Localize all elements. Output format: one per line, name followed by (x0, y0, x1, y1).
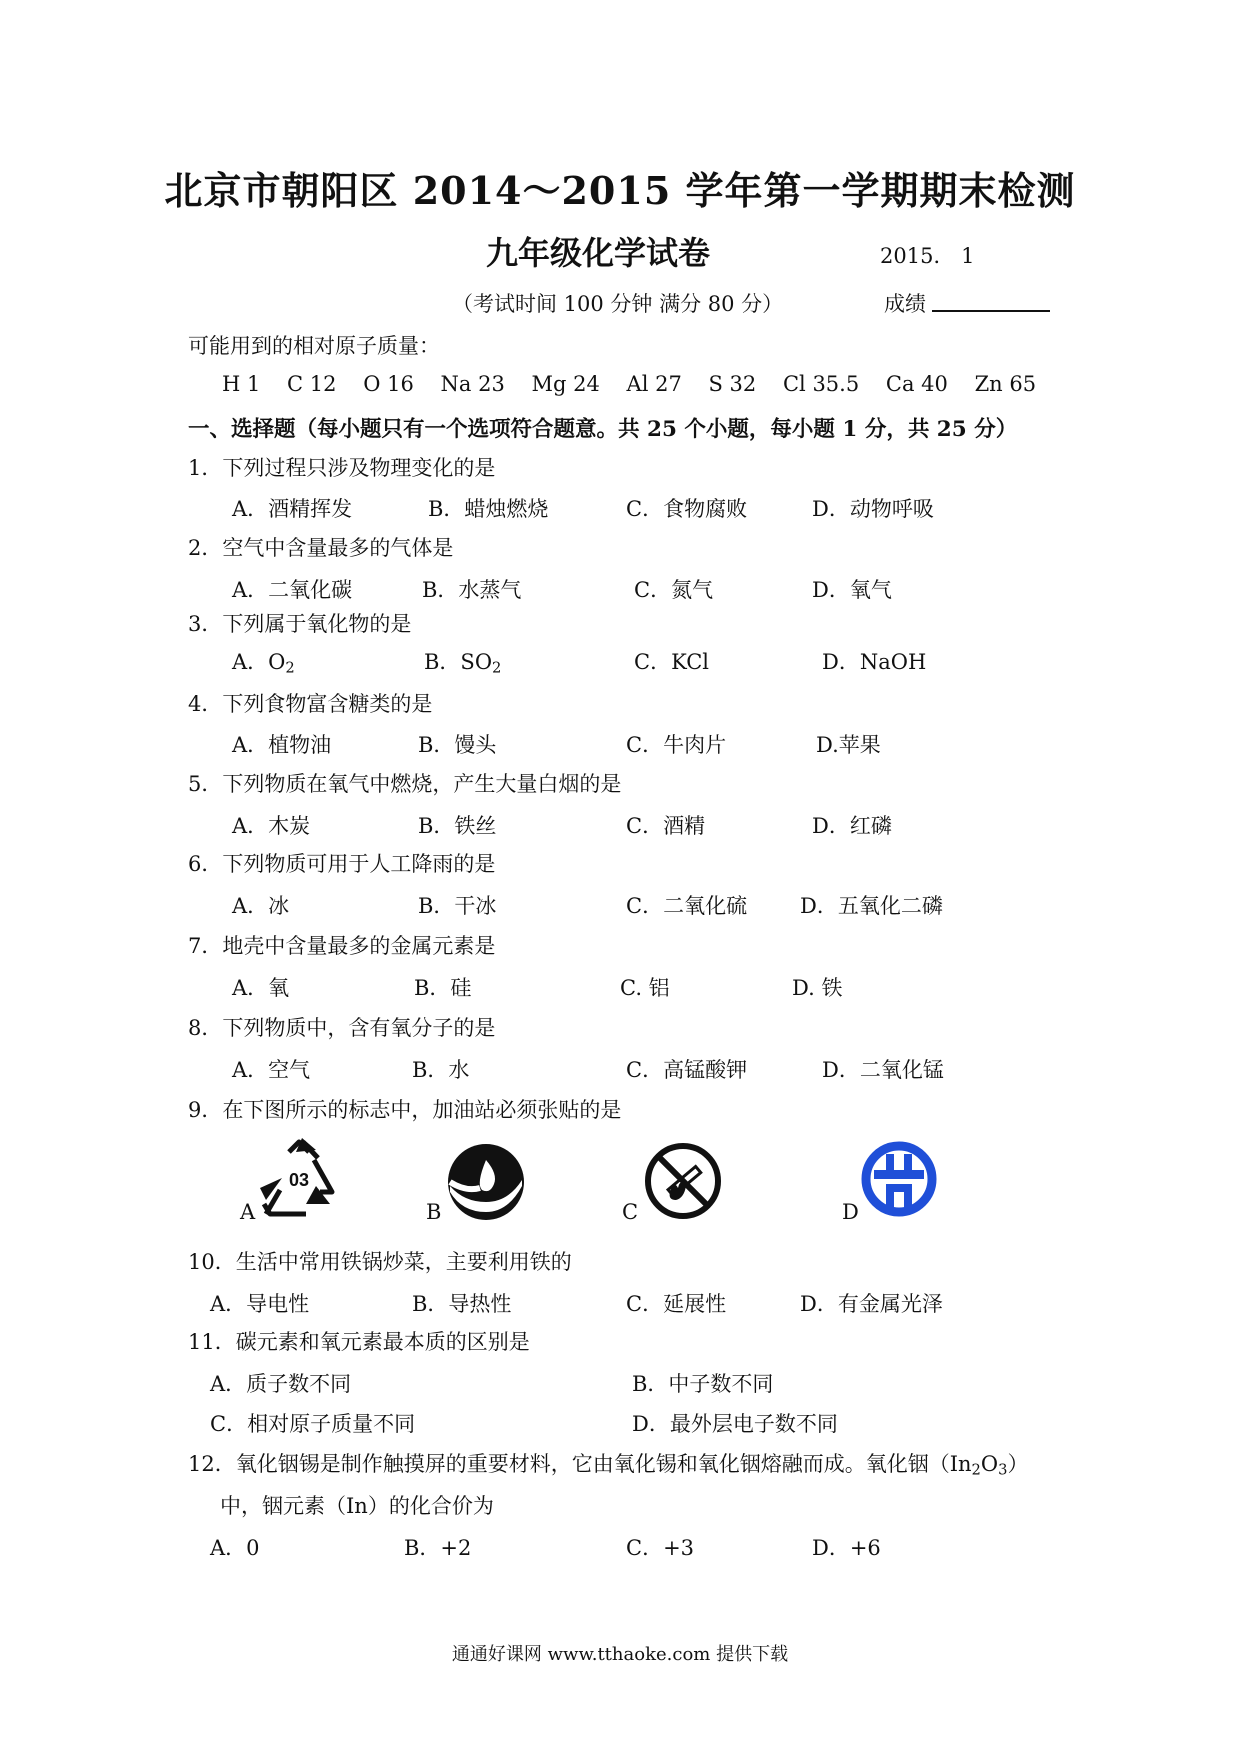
question-12-option-a: A．0 (210, 1536, 260, 1560)
question-2-option-c: C．氮气 (634, 578, 714, 602)
atomic-mass-label: 可能用到的相对原子质量： (188, 334, 440, 358)
question-4-option-a: A．植物油 (232, 733, 332, 757)
question-10-option-c: C．延展性 (626, 1292, 727, 1316)
question-12-option-b: B．+2 (404, 1536, 472, 1560)
question-6-stem: 6．下列物质可用于人工降雨的是 (188, 852, 496, 876)
recycle-code: 03 (288, 1170, 310, 1190)
question-8-option-b: B．水 (412, 1058, 470, 1082)
score-label: 成绩 (884, 292, 926, 316)
footer-source: 通通好课网 www.tthaoke.com 提供下载 (451, 1644, 789, 1665)
water-saving-icon (446, 1142, 526, 1222)
question-3-option-b: B．$SO_2$ (424, 650, 502, 677)
no-smoking-icon (644, 1142, 722, 1220)
atomic-mass-o: O 16 (363, 372, 414, 396)
question-8-option-d: D．二氧化锰 (822, 1058, 944, 1082)
question-4-option-b: B．馒头 (418, 733, 497, 757)
atomic-mass-cl: Cl 35.5 (782, 372, 860, 396)
atomic-mass-na: Na 23 (440, 372, 505, 396)
question-12-option-c: C．+3 (626, 1536, 695, 1560)
question-8-option-a: A．空气 (232, 1058, 311, 1082)
exam-info: （考试时间 100 分钟 满分 80 分） (452, 292, 784, 316)
question-1-option-c: C．食物腐败 (626, 497, 748, 521)
question-5-option-d: D．红磷 (812, 814, 892, 838)
question-9-stem: 9．在下图所示的标志中，加油站必须张贴的是 (188, 1098, 622, 1122)
atomic-mass-al: Al 27 (626, 372, 682, 396)
question-12-stem-line2: 中，铟元素（In）的化合价为 (220, 1494, 494, 1518)
question-11-stem: 11．碳元素和氧元素最本质的区别是 (188, 1330, 530, 1354)
sign-label-c: C (622, 1200, 639, 1224)
question-5-option-b: B．铁丝 (418, 814, 497, 838)
question-11-option-d: D．最外层电子数不同 (632, 1412, 838, 1436)
question-11-option-b: B．中子数不同 (632, 1372, 774, 1396)
question-2-option-b: B．水蒸气 (422, 578, 522, 602)
question-4-option-d: D.苹果 (816, 733, 881, 757)
question-7-option-b: B．硅 (414, 976, 472, 1000)
question-8-stem: 8．下列物质中，含有氧分子的是 (188, 1016, 496, 1040)
question-1-stem: 1．下列过程只涉及物理变化的是 (188, 456, 496, 480)
question-12-stem-line1: 12．氧化铟锡是制作触摸屏的重要材料，它由氧化锡和氧化铟熔融而成。氧化铟$(In_2O_3)$ (188, 1452, 1029, 1479)
question-4-option-c: C．牛肉片 (626, 733, 727, 757)
question-5-stem: 5．下列物质在氧气中燃烧，产生大量白烟的是 (188, 772, 622, 796)
question-5-option-c: C．酒精 (626, 814, 706, 838)
atomic-mass-values (222, 372, 1056, 396)
question-10-option-d: D．有金属光泽 (800, 1292, 943, 1316)
sign-label-a: A (240, 1200, 256, 1224)
atomic-mass-mg: Mg 24 (531, 372, 600, 396)
question-6-option-a: A．冰 (232, 894, 290, 918)
question-10-option-b: B．导热性 (412, 1292, 512, 1316)
question-3-option-c: C．KCl (634, 650, 709, 674)
score-blank-line (932, 310, 1050, 312)
question-3-stem: 3．下列属于氧化物的是 (188, 612, 412, 636)
question-5-option-a: A．木炭 (232, 814, 311, 838)
question-1-option-b: B．蜡烛燃烧 (428, 497, 549, 521)
question-6-option-c: C．二氧化硫 (626, 894, 748, 918)
question-1-option-d: D．动物呼吸 (812, 497, 934, 521)
sign-label-d: D (842, 1200, 859, 1224)
recycle-icon (256, 1138, 342, 1220)
atomic-mass-zn: Zn 65 (974, 372, 1037, 396)
question-7-option-d: D. 铁 (792, 976, 843, 1000)
sign-label-b: B (426, 1200, 442, 1224)
question-7-stem: 7．地壳中含量最多的金属元素是 (188, 934, 496, 958)
question-7-option-c: C. 铝 (620, 976, 670, 1000)
question-6-option-b: B．干冰 (418, 894, 497, 918)
atomic-mass-h: H 1 (222, 372, 261, 396)
question-4-stem: 4．下列食物富含糖类的是 (188, 692, 433, 716)
question-1-option-a: A．酒精挥发 (232, 497, 353, 521)
question-12-option-d: D．+6 (812, 1536, 881, 1560)
question-2-option-d: D．氧气 (812, 578, 892, 602)
atomic-mass-s: S 32 (708, 372, 757, 396)
question-7-option-a: A．氧 (232, 976, 290, 1000)
atomic-mass-c: C 12 (287, 372, 337, 396)
exam-date: 2015． 1 (880, 244, 975, 268)
atomic-mass-ca: Ca 40 (885, 372, 948, 396)
blue-circle-logo-icon (860, 1140, 938, 1218)
question-11-option-c: C．相对原子质量不同 (210, 1412, 416, 1436)
question-2-option-a: A．二氧化碳 (232, 578, 353, 602)
question-10-option-a: A．导电性 (210, 1292, 310, 1316)
question-2-stem: 2．空气中含量最多的气体是 (188, 536, 454, 560)
section-heading: 一、选择题（每小题只有一个选项符合题意。共 25 个小题，每小题 1 分，共 25 分） (188, 417, 1018, 442)
question-10-stem: 10．生活中常用铁锅炒菜，主要利用铁的 (188, 1250, 572, 1274)
page-title: 北京市朝阳区 2014～2015 学年第一学期期末检测 (164, 168, 1076, 213)
question-3-option-a: A．$O_2$ (232, 650, 295, 677)
question-11-option-a: A．质子数不同 (210, 1372, 352, 1396)
question-3-option-d: D．NaOH (822, 650, 927, 674)
question-8-option-c: C．高锰酸钾 (626, 1058, 748, 1082)
page-subtitle: 九年级化学试卷 (486, 234, 711, 272)
question-6-option-d: D．五氧化二磷 (800, 894, 943, 918)
